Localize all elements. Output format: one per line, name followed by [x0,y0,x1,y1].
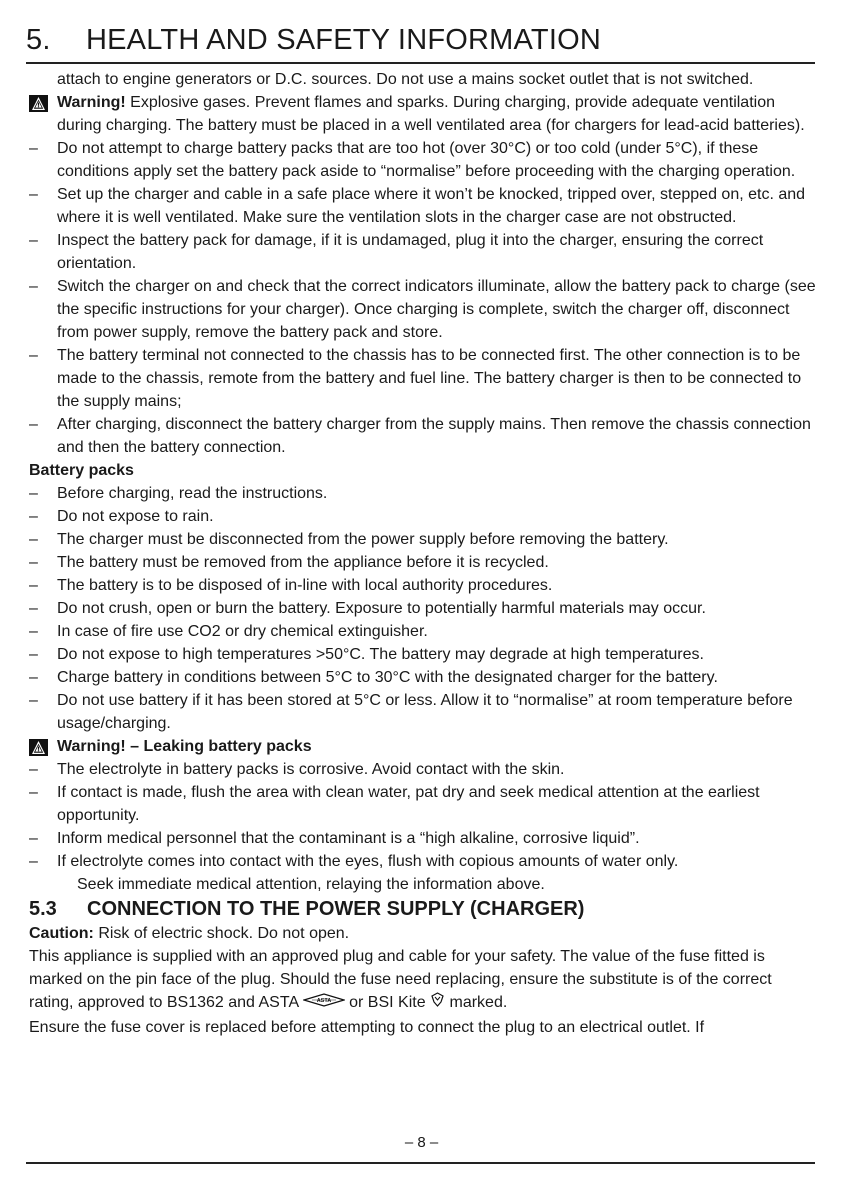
list-item [29,344,819,413]
warning-leaking-battery-packs [29,735,819,758]
caution-line [29,922,819,945]
dash-bullet: – [29,853,38,870]
dash-bullet: – [29,347,38,364]
list-item [29,666,819,689]
fuse-text-middle: or BSI Kite [344,994,431,1011]
warning-triangle-icon [29,739,48,756]
list-item-text: Switch the charger on and check that the correct indicators illuminate, allow the battery pack to charge (see the specific instructions for your charger). Once charging is complete, switch the charger off, disconnect from power supply, remove the battery pack and store. [57,278,816,341]
list-item-text: If contact is made, flush the area with clean water, pat dry and seek medical attention at the earliest opportunity. [57,784,760,824]
heading-rule [26,62,815,64]
warning-triangle-icon [29,95,48,112]
footer-rule [26,1162,815,1164]
list-item [29,137,819,183]
list-item-text: In case of fire use CO2 or dry chemical extinguisher. [57,623,428,640]
fuse-cover-paragraph: Ensure the fuse cover is replaced before attempting to connect the plug to an electrical outlet. If [29,1019,705,1037]
list-item [29,827,819,850]
list-item-text: The charger must be disconnected from the power supply before removing the battery. [57,531,669,548]
list-item-text: Set up the charger and cable in a safe place where it won’t be knocked, tripped over, stepped on, etc. and where it is well ventilated. Make sure the ventilation slots in the charger case are not obstructed. [57,186,806,226]
list-item-text: Do not use battery if it has been stored at 5°C or less. Allow it to “normalise” at room temperature before usage/charging. [57,692,793,732]
dash-bullet: – [29,554,38,571]
charging-instructions-list [29,137,819,459]
warning-explosive-gases [29,91,819,137]
list-item [29,850,819,873]
fuse-text-end: marked. [445,994,508,1011]
list-item-text: Do not expose to rain. [57,508,214,525]
list-item [29,413,819,459]
dash-bullet: – [29,577,38,594]
caution-text: Risk of electric shock. Do not open. [93,925,350,942]
list-item [29,183,819,229]
heading-title: HEALTH AND SAFETY INFORMATION [86,24,601,56]
warning-label: Warning! [57,94,126,111]
dash-bullet: – [29,692,38,709]
list-item [29,758,819,781]
list-item-text: Inspect the battery pack for damage, if it is undamaged, plug it into the charger, ensuring the correct orientation. [57,232,764,272]
caution-label: Caution: [29,925,94,942]
section-title: CONNECTION TO THE POWER SUPPLY (CHARGER) [87,898,585,920]
dash-bullet: – [29,646,38,663]
list-item-text: The electrolyte in battery packs is corrosive. Avoid contact with the skin. [57,761,565,778]
list-item [29,528,819,551]
list-item [29,597,819,620]
bsi-kite-mark-icon [430,991,445,1014]
heading-number: 5. [26,24,51,56]
intro-text: attach to engine generators or D.C. sources. Do not use a mains socket outlet that is not switched. [57,71,754,88]
list-item-text: Charge battery in conditions between 5°C to 30°C with the designated charger for the battery. [57,669,718,686]
section-number: 5.3 [29,898,57,920]
dash-bullet: – [29,508,38,525]
dash-bullet: – [29,830,38,847]
page-content [29,68,819,1039]
list-item-text: After charging, disconnect the battery charger from the supply mains. Then remove the chassis connection and then the battery connection. [57,416,811,456]
list-item [29,620,819,643]
dash-bullet: – [29,669,38,686]
dash-bullet: – [29,784,38,801]
asta-mark-text: ASTA [316,998,331,1005]
list-item-text: If electrolyte comes into contact with the eyes, flush with copious amounts of water only. [57,853,679,870]
battery-packs-heading: Battery packs [29,462,134,479]
dash-bullet: – [29,485,38,502]
list-item-continuation [29,873,819,896]
list-item [29,229,819,275]
list-item [29,482,819,505]
list-item [29,275,819,344]
list-item [29,781,819,827]
battery-packs-list [29,482,819,735]
dash-bullet: – [29,623,38,640]
dash-bullet: – [29,232,38,249]
leaking-battery-list [29,758,819,896]
asta-mark-icon [303,991,345,1014]
fuse-text: This appliance is supplied with an approved plug and cable for your safety. The value of the fuse fitted is marked on the pin face of the plug. Should the fuse need replacing, ensure the substitute is of the correct rating, approved to BS1362 and ASTA [29,948,772,1011]
warning-text: Explosive gases. Prevent flames and sparks. During charging, provide adequate ventilation during charging. The battery must be placed in a well ventilated area (for chargers for lead-acid batteries). [57,94,805,134]
list-item [29,505,819,528]
list-item [29,551,819,574]
warning-label: Warning! – Leaking battery packs [57,738,312,755]
dash-bullet: – [29,278,38,295]
list-item-text: Inform medical personnel that the contaminant is a “high alkaline, corrosive liquid”. [57,830,640,847]
list-item-text: The battery must be removed from the appliance before it is recycled. [57,554,549,571]
page-heading [26,22,815,58]
dash-bullet: – [29,600,38,617]
list-item-text: Seek immediate medical attention, relaying the information above. [77,876,545,893]
list-item-text: Before charging, read the instructions. [57,485,328,502]
list-item [29,574,819,597]
dash-bullet: – [29,140,38,157]
dash-bullet: – [29,761,38,778]
list-item-text: The battery is to be disposed of in-line with local authority procedures. [57,577,553,594]
section-heading [29,896,819,922]
list-item-text: Do not attempt to charge battery packs that are too hot (over 30°C) or too cold (under 5°C), if these conditions apply set the battery pack aside to “normalise” before proceeding with the charging operation. [57,140,796,180]
list-item-text: The battery terminal not connected to the chassis has to be connected first. The other connection is to be made to the chassis, remote from the battery and fuel line. The battery charger is then to be connected to the supply mains; [57,347,802,410]
list-item [29,643,819,666]
list-item-text: Do not expose to high temperatures >50°C. The battery may degrade at high temperatures. [57,646,704,663]
dash-bullet: – [29,186,38,203]
fuse-paragraph [29,945,819,1014]
list-item [29,689,819,735]
dash-bullet: – [29,531,38,548]
list-item-text: Do not crush, open or burn the battery. Exposure to potentially harmful materials may occur. [57,600,706,617]
page-number: – 8 – [404,1134,439,1151]
dash-bullet: – [29,416,38,433]
